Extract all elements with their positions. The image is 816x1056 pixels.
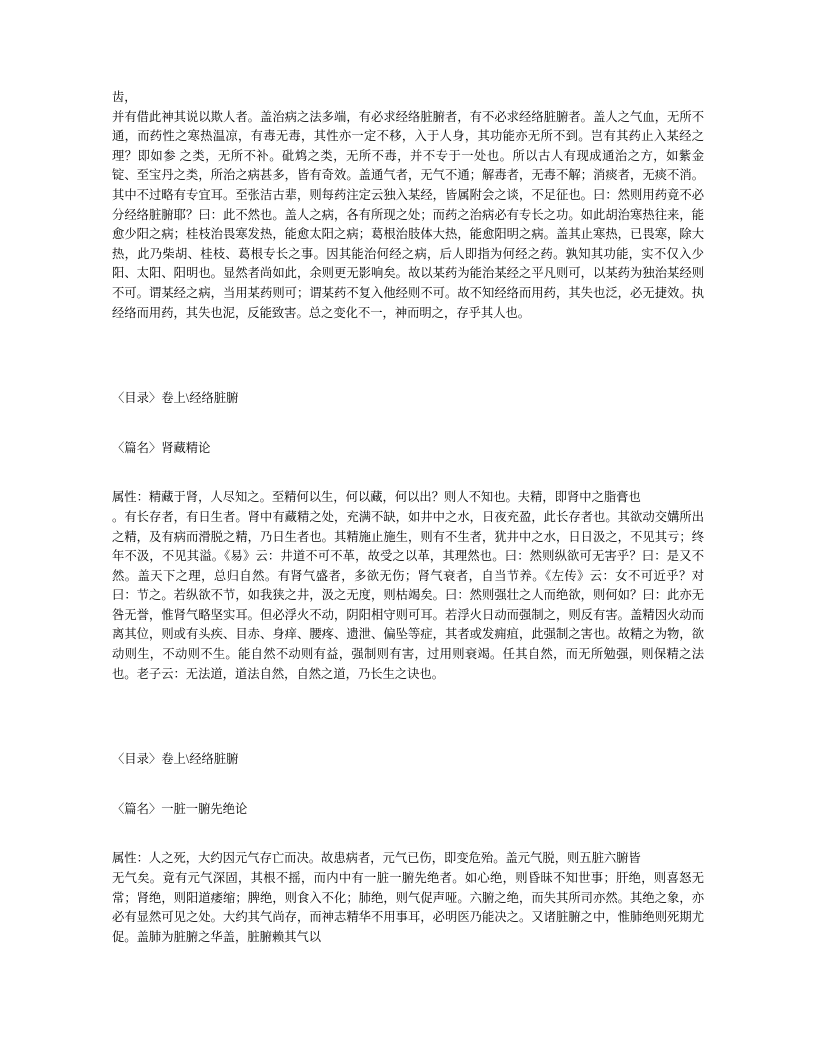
section-spacer-1	[112, 323, 704, 389]
chapter-heading-shenzangjinglun: 〈篇名〉肾藏精论	[112, 440, 211, 455]
catalog-heading-1: 〈目录〉卷上\经络脏腑	[112, 391, 239, 406]
heading-spacer-3	[112, 770, 704, 800]
catalog-heading-2: 〈目录〉卷上\经络脏腑	[112, 752, 239, 767]
paragraph-yizangyifu-lead: 属性：人之死，大约因元气存亡而决。故患病者，元气已伤，即变危殆。盖元气脱，则五脏六腑皆	[112, 851, 641, 866]
paragraph-shenzangjinglun-body: 。有长存者，有日生者。肾中有藏精之处，充满不缺，如井中之水，日夜充盈，此长存者也。其欲动交媾所出之精，及有病而滑脱之精，乃日生者也。其精施止施生，则有不生者，犹井中之水，日日汲之，不见其亏；终年不汲，不见其溢。《易》云：井道不可不革，故受之以革，其理然也。曰：然则纵欲可无害乎？曰：是又不然。盖天下之理，总归自然。有肾气盛者，多欲无伤；肾气衰者，自当节养。《左传》云：女不可近乎？对曰：节之。若纵欲不节，如我狭之井，汲之无度，则枯竭矣。曰：然则强壮之人而绝欲，则何如？曰：此亦无咎无誉，惟肾气略坚实耳。但必浮火不动，阴阳相守则可耳。若浮火日动而强制之，则反有害。盖精因火动而离其位，则或有头疾、目赤、身痒、腰疼、遗泄、偏坠等症，其者或发痈疽，此强制之害也。故精之为物，欲动则生，不动则不生。能自然不动则有益，强制则有害，过用则衰竭。任其自然，而无所勉强，则保精之法也。老子云：无法道，道法自然，自然之道，乃长生之诀也。	[112, 509, 704, 681]
chapter-heading-yizangyifuxianjuelun: 〈篇名〉一脏一腑先绝论	[112, 801, 248, 816]
heading-spacer-1	[112, 409, 704, 439]
section-spacer-2	[112, 684, 704, 750]
paragraph-shenzangjinglun-lead: 属性：精藏于肾，人尽知之。至精何以生，何以藏，何以出？则人不知也。夫精，即肾中之脂膏也	[112, 490, 641, 505]
heading-spacer-4	[112, 819, 704, 849]
paragraph-yizangyifu-body: 无气矣。竟有元气深固，其根不摇，而内中有一脏一腑先绝者。如心绝，则昏昧不知世事；肝绝，则喜怒无常；肾绝，则阳道痿缩；脾绝，则食入不化；肺绝，则气促声哑。六腑之绝，而失其所司亦然。其绝之象，亦必有显然可见之处。大约其气尚存，而神志精华不用事耳，必明医乃能决之。又诸脏腑之中，惟肺绝则死期尤促。盖肺为脏腑之华盖，脏腑赖其气以	[112, 871, 704, 944]
paragraph-jingluo-zangfu: 并有借此神其说以欺人者。盖治病之法多端，有必求经络脏腑者，有不必求经络脏腑者。盖人之气血，无所不通，而药性之寒热温凉，有毒无毒，其性亦一定不移，入于人身，其功能亦无所不到。岂有其药止入某经之理？即如参 之类，无所不补。砒鸩之类，无所不毒，并不专于一处也。所以古人有现成通治之方，如紫金锭、至宝丹之类，所治之病甚多，皆有奇效。盖通气者，无气不通；解毒者，无毒不解；消痰者，无痰不消。其中不过略有专宜耳。至张洁古辈，则每药注定云独入某经，皆属附会之谈，不足征也。曰：然则用药竟不必分经络脏腑耶？曰：此不然也。盖人之病，各有所现之处；而药之治病必有专长之功。如此胡治寒热往来，能愈少阳之病；桂枝治畏寒发热，能愈太阳之病；葛根治肢体大热，能愈阳明之病。盖其止寒热，已畏寒，除大热，此乃柴胡、桂枝、葛根专长之事。因其能治何经之病，后人即指为何经之药。孰知其功能，实不仅入少阳、太阳、阳明也。显然者尚如此，余则更无影响矣。故以某药为能治某经之平凡则可，以某药为独治某经则不可。谓某经之病，当用某药则可；谓某药不复入他经则不可。故不知经络而用药，其失也泛，必无捷效。执经络而用药，其失也泥，反能致害。总之变化不一，神而明之，存乎其人也。	[112, 109, 704, 320]
heading-spacer-2	[112, 458, 704, 488]
fragment-top-text: 齿，	[112, 90, 137, 104]
